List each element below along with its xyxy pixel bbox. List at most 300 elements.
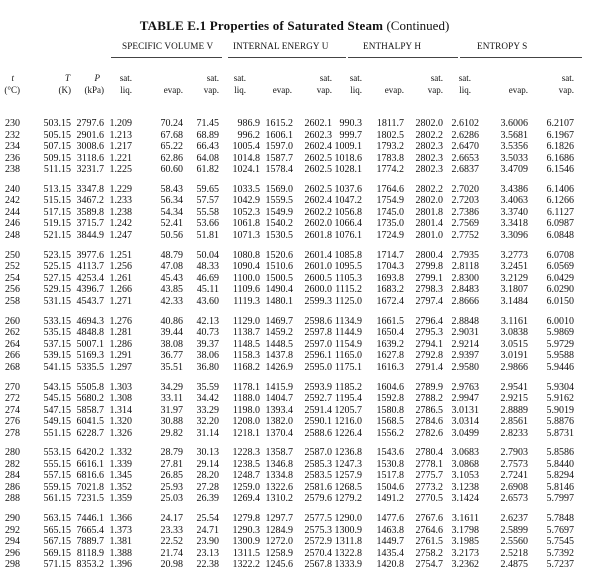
table-row xyxy=(0,493,589,505)
cell-P: 3231.7 xyxy=(76,164,104,175)
cell-s-sat-vap: 5.9588 xyxy=(546,350,574,362)
cell-v-evap: 48.79 xyxy=(160,249,183,261)
cell-P: 3008.6 xyxy=(76,141,104,152)
cell-s-sat-vap: 5.9446 xyxy=(546,361,574,373)
cell-u-sat-liq: 1109.6 xyxy=(232,284,260,296)
header-u-liq: liq. xyxy=(234,85,246,95)
cell-T: 541.15 xyxy=(43,361,71,373)
cell-h-sat-vap: 2770.5 xyxy=(415,493,443,505)
cell-P: 4253.4 xyxy=(76,272,104,284)
cell-u-evap: 1530.5 xyxy=(265,229,293,241)
cell-h-sat-liq: 1185.2 xyxy=(334,381,362,393)
cell-s-sat-vap: 5.8146 xyxy=(546,481,574,493)
table-row xyxy=(0,273,589,285)
cell-s-evap: 2.6573 xyxy=(500,493,528,505)
table-row xyxy=(0,513,589,525)
cell-v-evap: 21.74 xyxy=(160,547,183,559)
cell-s-sat-liq: 2.9397 xyxy=(451,350,479,362)
cell-v-sat-vap: 48.33 xyxy=(196,261,219,273)
cell-v-sat-vap: 66.43 xyxy=(196,141,219,152)
cell-s-sat-vap: 5.9729 xyxy=(546,338,574,350)
cell-v-sat-liq: 1.359 xyxy=(109,493,132,505)
cell-h-sat-vap: 2786.5 xyxy=(415,404,443,416)
cell-s-evap: 3.4063 xyxy=(500,195,528,207)
cell-u-evap: 1370.4 xyxy=(265,427,293,439)
cell-h-sat-vap: 2767.6 xyxy=(415,513,443,525)
table-row xyxy=(0,405,589,417)
cell-h-evap: 1449.7 xyxy=(376,536,404,548)
cell-v-evap: 34.29 xyxy=(160,381,183,393)
cell-u-sat-vap: 2598.6 xyxy=(304,315,332,327)
cell-v-sat-liq: 1.297 xyxy=(109,361,132,373)
cell-t: 272 xyxy=(5,393,20,405)
cell-s-sat-liq: 2.6653 xyxy=(451,152,479,164)
cell-T: 571.15 xyxy=(43,559,71,571)
cell-h-evap: 1543.6 xyxy=(376,447,404,459)
cell-s-sat-liq: 2.8300 xyxy=(451,272,479,284)
header-s-liq: liq. xyxy=(459,85,471,95)
cell-u-sat-liq: 1061.8 xyxy=(232,218,260,230)
table-row xyxy=(0,393,589,405)
cell-P: 4848.8 xyxy=(76,327,104,339)
cell-v-evap: 31.97 xyxy=(160,404,183,416)
cell-h-evap: 1802.5 xyxy=(376,129,404,141)
cell-h-evap: 1435.4 xyxy=(376,547,404,559)
cell-v-evap: 70.24 xyxy=(160,118,183,129)
cell-T: 563.15 xyxy=(43,513,71,525)
cell-t: 236 xyxy=(5,152,20,164)
cell-u-sat-liq: 1178.1 xyxy=(232,381,260,393)
cell-h-sat-vap: 2802.0 xyxy=(415,195,443,207)
cell-P: 4543.7 xyxy=(76,295,104,307)
cell-P: 3589.8 xyxy=(76,206,104,218)
cell-u-sat-liq: 1148.5 xyxy=(232,338,260,350)
cell-P: 6816.6 xyxy=(76,470,104,482)
cell-s-sat-liq: 2.9214 xyxy=(451,338,479,350)
cell-u-evap: 1448.5 xyxy=(265,338,293,350)
cell-h-evap: 1580.8 xyxy=(376,404,404,416)
cell-P: 3844.9 xyxy=(76,229,104,241)
cell-h-sat-liq: 1195.4 xyxy=(334,393,362,405)
cell-v-sat-liq: 1.308 xyxy=(109,393,132,405)
table-row xyxy=(0,261,589,273)
cell-t: 238 xyxy=(5,164,20,175)
cell-h-sat-liq: 1095.5 xyxy=(334,261,362,273)
cell-P: 4694.3 xyxy=(76,315,104,327)
cell-s-evap: 2.8889 xyxy=(500,404,528,416)
cell-P: 6616.1 xyxy=(76,458,104,470)
group-rule-enthalpy xyxy=(348,57,458,58)
cell-t: 244 xyxy=(5,206,20,218)
cell-T: 505.15 xyxy=(43,129,71,141)
cell-s-sat-liq: 2.8666 xyxy=(451,295,479,307)
cell-s-sat-vap: 6.0290 xyxy=(546,284,574,296)
cell-u-sat-liq: 1311.5 xyxy=(232,547,260,559)
table-row xyxy=(0,141,589,153)
table-row xyxy=(0,118,589,130)
cell-v-sat-liq: 1.373 xyxy=(109,524,132,536)
cell-u-evap: 1469.7 xyxy=(265,315,293,327)
cell-u-evap: 1245.6 xyxy=(265,559,293,571)
cell-s-sat-vap: 5.8876 xyxy=(546,416,574,428)
cell-h-sat-liq: 1290.0 xyxy=(334,513,362,525)
cell-h-evap: 1639.2 xyxy=(376,338,404,350)
cell-s-sat-vap: 6.0150 xyxy=(546,295,574,307)
table-row xyxy=(0,195,589,207)
cell-s-sat-vap: 5.9162 xyxy=(546,393,574,405)
cell-s-sat-liq: 3.1238 xyxy=(451,481,479,493)
cell-v-evap: 58.43 xyxy=(160,183,183,195)
cell-P: 3467.2 xyxy=(76,195,104,207)
cell-v-sat-liq: 1.266 xyxy=(109,284,132,296)
cell-s-evap: 3.6006 xyxy=(500,118,528,129)
cell-u-sat-liq: 1158.3 xyxy=(232,350,260,362)
cell-s-sat-liq: 2.7203 xyxy=(451,195,479,207)
cell-t: 258 xyxy=(5,295,20,307)
header-P: P xyxy=(94,73,100,83)
cell-h-sat-liq: 1247.3 xyxy=(334,458,362,470)
cell-u-sat-vap: 2602.2 xyxy=(304,206,332,218)
cell-v-sat-vap: 40.73 xyxy=(196,327,219,339)
cell-h-sat-vap: 2801.4 xyxy=(415,218,443,230)
cell-h-sat-liq: 990.3 xyxy=(339,118,362,129)
cell-v-evap: 43.85 xyxy=(160,284,183,296)
cell-v-sat-liq: 1.209 xyxy=(109,118,132,129)
cell-u-evap: 1490.4 xyxy=(265,284,293,296)
cell-h-evap: 1420.8 xyxy=(376,559,404,571)
cell-t: 248 xyxy=(5,229,20,241)
cell-h-sat-liq: 1056.8 xyxy=(334,206,362,218)
cell-t: 288 xyxy=(5,493,20,505)
cell-v-sat-liq: 1.366 xyxy=(109,513,132,525)
cell-s-evap: 3.3096 xyxy=(500,229,528,241)
cell-P: 6228.7 xyxy=(76,427,104,439)
cell-P: 7446.1 xyxy=(76,513,104,525)
cell-v-evap: 27.81 xyxy=(160,458,183,470)
header-s-vap: vap. xyxy=(558,85,574,95)
cell-P: 7231.5 xyxy=(76,493,104,505)
cell-v-sat-liq: 1.251 xyxy=(109,249,132,261)
cell-s-sat-liq: 3.1053 xyxy=(451,470,479,482)
cell-u-sat-vap: 2596.1 xyxy=(304,350,332,362)
group-rule-volume xyxy=(111,57,222,58)
table-row xyxy=(0,327,589,339)
cell-s-sat-liq: 2.6837 xyxy=(451,164,479,175)
cell-h-sat-vap: 2764.6 xyxy=(415,524,443,536)
cell-h-sat-liq: 1037.6 xyxy=(334,183,362,195)
cell-u-sat-vap: 2575.3 xyxy=(304,524,332,536)
cell-v-sat-liq: 1.238 xyxy=(109,206,132,218)
cell-v-sat-vap: 71.45 xyxy=(196,118,219,129)
cell-T: 569.15 xyxy=(43,547,71,559)
cell-s-evap: 2.8233 xyxy=(500,427,528,439)
cell-h-sat-vap: 2802.0 xyxy=(415,118,443,129)
cell-s-evap: 3.0515 xyxy=(500,338,528,350)
cell-v-evap: 30.88 xyxy=(160,416,183,428)
cell-s-evap: 2.5560 xyxy=(500,536,528,548)
cell-u-sat-liq: 1071.3 xyxy=(232,229,260,241)
table-row xyxy=(0,316,589,328)
cell-v-sat-liq: 1.303 xyxy=(109,381,132,393)
cell-v-sat-vap: 68.89 xyxy=(196,129,219,141)
cell-t: 266 xyxy=(5,350,20,362)
table-row xyxy=(0,296,589,308)
cell-u-evap: 1382.0 xyxy=(265,416,293,428)
cell-h-sat-vap: 2788.2 xyxy=(415,393,443,405)
cell-s-evap: 3.3418 xyxy=(500,218,528,230)
cell-v-evap: 50.56 xyxy=(160,229,183,241)
cell-u-sat-vap: 2602.4 xyxy=(304,195,332,207)
cell-T: 527.15 xyxy=(43,272,71,284)
cell-h-sat-vap: 2797.4 xyxy=(415,295,443,307)
cell-u-sat-liq: 1024.1 xyxy=(232,164,260,175)
cell-h-evap: 1714.7 xyxy=(376,249,404,261)
cell-t: 252 xyxy=(5,261,20,273)
cell-s-sat-vap: 5.8440 xyxy=(546,458,574,470)
cell-u-sat-liq: 1168.2 xyxy=(232,361,260,373)
cell-h-evap: 1530.8 xyxy=(376,458,404,470)
header-s-evap: evap. xyxy=(508,85,528,95)
cell-u-sat-vap: 2583.5 xyxy=(304,470,332,482)
table-row xyxy=(0,218,589,230)
cell-v-sat-liq: 1.326 xyxy=(109,427,132,439)
cell-h-sat-vap: 2795.3 xyxy=(415,327,443,339)
cell-v-evap: 54.34 xyxy=(160,206,183,218)
table-row xyxy=(0,428,589,440)
cell-u-sat-liq: 1100.0 xyxy=(232,272,260,284)
cell-h-sat-liq: 1028.1 xyxy=(334,164,362,175)
cell-T: 545.15 xyxy=(43,393,71,405)
cell-v-sat-vap: 57.57 xyxy=(196,195,219,207)
cell-s-evap: 3.5033 xyxy=(500,152,528,164)
cell-s-evap: 2.8561 xyxy=(500,416,528,428)
table-row xyxy=(0,416,589,428)
cell-h-sat-vap: 2775.7 xyxy=(415,470,443,482)
header-h-sat-liq: sat. xyxy=(349,73,362,83)
cell-T: 515.15 xyxy=(43,195,71,207)
cell-u-evap: 1322.6 xyxy=(265,481,293,493)
cell-u-sat-vap: 2600.0 xyxy=(304,284,332,296)
cell-u-sat-liq: 1208.0 xyxy=(232,416,260,428)
table-row xyxy=(0,130,589,142)
cell-u-sat-vap: 2602.5 xyxy=(304,183,332,195)
cell-v-evap: 45.43 xyxy=(160,272,183,284)
cell-u-evap: 1393.4 xyxy=(265,404,293,416)
cell-T: 565.15 xyxy=(43,524,71,536)
table-row xyxy=(0,382,589,394)
cell-u-evap: 1500.5 xyxy=(265,272,293,284)
cell-s-sat-vap: 6.1127 xyxy=(546,206,574,218)
header-u-sat-vap: sat. xyxy=(319,73,332,83)
header-h-sat-vap: sat. xyxy=(430,73,443,83)
cell-v-evap: 26.85 xyxy=(160,470,183,482)
cell-T: 557.15 xyxy=(43,470,71,482)
cell-h-sat-liq: 1205.7 xyxy=(334,404,362,416)
cell-v-sat-vap: 38.06 xyxy=(196,350,219,362)
cell-v-sat-liq: 1.320 xyxy=(109,416,132,428)
table-row xyxy=(0,559,589,571)
cell-s-evap: 3.5356 xyxy=(500,141,528,152)
cell-u-sat-liq: 1080.8 xyxy=(232,249,260,261)
cell-t: 246 xyxy=(5,218,20,230)
cell-t: 254 xyxy=(5,272,20,284)
cell-T: 551.15 xyxy=(43,427,71,439)
row-group-spacer xyxy=(0,505,589,513)
cell-s-sat-vap: 5.9019 xyxy=(546,404,574,416)
cell-s-sat-liq: 2.7020 xyxy=(451,183,479,195)
cell-u-sat-liq: 1119.3 xyxy=(233,295,260,307)
cell-u-sat-vap: 2595.0 xyxy=(304,361,332,373)
cell-s-evap: 2.5218 xyxy=(500,547,528,559)
cell-t: 280 xyxy=(5,447,20,459)
cell-h-evap: 1754.9 xyxy=(376,195,404,207)
cell-s-evap: 3.2773 xyxy=(500,249,528,261)
cell-T: 521.15 xyxy=(43,229,71,241)
table-row xyxy=(0,362,589,374)
cell-u-sat-liq: 1279.8 xyxy=(232,513,260,525)
cell-T: 533.15 xyxy=(43,315,71,327)
cell-v-evap: 67.68 xyxy=(160,129,183,141)
cell-h-evap: 1627.8 xyxy=(376,350,404,362)
table-row xyxy=(0,339,589,351)
cell-h-evap: 1672.4 xyxy=(376,295,404,307)
cell-v-evap: 23.33 xyxy=(160,524,183,536)
cell-v-sat-vap: 64.08 xyxy=(196,152,219,164)
cell-h-sat-vap: 2792.8 xyxy=(415,350,443,362)
cell-u-evap: 1569.0 xyxy=(265,183,293,195)
table-row xyxy=(0,482,589,494)
cell-u-evap: 1346.8 xyxy=(265,458,293,470)
cell-v-sat-liq: 1.276 xyxy=(109,315,132,327)
cell-h-evap: 1491.2 xyxy=(376,493,404,505)
row-group-spacer xyxy=(0,373,589,381)
cell-T: 555.15 xyxy=(43,458,71,470)
cell-u-sat-liq: 1129.0 xyxy=(232,315,260,327)
cell-h-evap: 1592.8 xyxy=(376,393,404,405)
table-row xyxy=(0,350,589,362)
cell-s-sat-vap: 6.1686 xyxy=(546,152,574,164)
cell-u-evap: 1404.7 xyxy=(265,393,293,405)
cell-v-sat-vap: 45.11 xyxy=(196,284,219,296)
cell-s-evap: 2.9866 xyxy=(500,361,528,373)
cell-v-evap: 33.11 xyxy=(160,393,183,405)
cell-h-sat-vap: 2796.4 xyxy=(415,315,443,327)
cell-v-sat-liq: 1.381 xyxy=(109,536,132,548)
cell-t: 270 xyxy=(5,381,20,393)
cell-v-sat-vap: 25.54 xyxy=(196,513,219,525)
cell-h-sat-vap: 2778.1 xyxy=(415,458,443,470)
group-rule-energy xyxy=(228,57,346,58)
cell-u-evap: 1297.7 xyxy=(265,513,293,525)
cell-s-sat-vap: 6.0848 xyxy=(546,229,574,241)
cell-T: 509.15 xyxy=(43,152,71,164)
cell-t: 230 xyxy=(5,118,20,129)
cell-s-sat-liq: 2.7569 xyxy=(451,218,479,230)
cell-h-sat-liq: 1018.6 xyxy=(334,152,362,164)
cell-t: 260 xyxy=(5,315,20,327)
header-h-liq: liq. xyxy=(350,85,362,95)
cell-s-sat-liq: 2.7752 xyxy=(451,229,479,241)
cell-t: 242 xyxy=(5,195,20,207)
cell-T: 529.15 xyxy=(43,284,71,296)
cell-v-sat-liq: 1.396 xyxy=(109,559,132,571)
cell-t: 264 xyxy=(5,338,20,350)
group-specific-volume: SPECIFIC VOLUME V xyxy=(122,41,214,51)
cell-u-evap: 1510.6 xyxy=(265,261,293,273)
cell-s-sat-vap: 6.0569 xyxy=(546,261,574,273)
cell-u-sat-liq: 1290.3 xyxy=(232,524,260,536)
cell-u-sat-vap: 2602.3 xyxy=(304,129,332,141)
cell-u-evap: 1272.0 xyxy=(265,536,293,548)
cell-h-sat-liq: 1115.2 xyxy=(335,284,362,296)
cell-s-evap: 2.9215 xyxy=(500,393,528,405)
cell-s-evap: 3.4386 xyxy=(500,183,528,195)
cell-h-sat-liq: 1125.0 xyxy=(334,295,362,307)
cell-h-evap: 1764.6 xyxy=(376,183,404,195)
cell-s-evap: 3.2451 xyxy=(500,261,528,273)
cell-h-sat-liq: 1144.9 xyxy=(334,327,362,339)
cell-u-sat-vap: 2601.4 xyxy=(304,249,332,261)
header-P-unit: (kPa) xyxy=(84,85,104,95)
cell-u-sat-liq: 1218.1 xyxy=(232,427,260,439)
cell-T: 525.15 xyxy=(43,261,71,273)
cell-s-sat-vap: 5.8731 xyxy=(546,427,574,439)
cell-T: 561.15 xyxy=(43,493,71,505)
cell-P: 3715.7 xyxy=(76,218,104,230)
cell-h-sat-liq: 1066.4 xyxy=(334,218,362,230)
cell-T: 553.15 xyxy=(43,447,71,459)
cell-u-evap: 1258.9 xyxy=(265,547,293,559)
cell-s-sat-liq: 2.6102 xyxy=(451,118,479,129)
cell-h-sat-vap: 2791.4 xyxy=(415,361,443,373)
table-title-main: TABLE E.1 Properties of Saturated Steam xyxy=(139,18,384,33)
column-group-headers xyxy=(0,41,589,55)
cell-h-evap: 1811.7 xyxy=(376,118,404,129)
cell-s-sat-liq: 2.9580 xyxy=(451,361,479,373)
cell-v-sat-liq: 1.332 xyxy=(109,447,132,459)
cell-s-sat-liq: 3.1611 xyxy=(451,513,479,525)
cell-v-sat-vap: 53.66 xyxy=(196,218,219,230)
cell-s-sat-liq: 2.9947 xyxy=(451,393,479,405)
cell-h-evap: 1504.6 xyxy=(376,481,404,493)
cell-P: 5169.3 xyxy=(76,350,104,362)
cell-v-sat-liq: 1.271 xyxy=(109,295,132,307)
cell-P: 4396.7 xyxy=(76,284,104,296)
row-group-spacer xyxy=(0,307,589,315)
row-group-spacer xyxy=(0,176,589,184)
cell-v-sat-liq: 1.291 xyxy=(109,350,132,362)
cell-h-sat-vap: 2798.3 xyxy=(415,284,443,296)
cell-s-evap: 2.6908 xyxy=(500,481,528,493)
cell-u-sat-vap: 2591.4 xyxy=(304,404,332,416)
table-row xyxy=(0,250,589,262)
cell-v-sat-vap: 31.14 xyxy=(196,427,219,439)
cell-u-evap: 1334.8 xyxy=(265,470,293,482)
cell-T: 513.15 xyxy=(43,183,71,195)
cell-u-sat-liq: 1322.2 xyxy=(232,559,260,571)
cell-u-sat-vap: 2601.0 xyxy=(304,261,332,273)
cell-u-sat-liq: 1005.4 xyxy=(232,141,260,152)
cell-h-sat-vap: 2801.0 xyxy=(415,229,443,241)
cell-v-sat-vap: 50.04 xyxy=(196,249,219,261)
cell-u-sat-vap: 2593.9 xyxy=(304,381,332,393)
cell-t: 240 xyxy=(5,183,20,195)
cell-u-evap: 1480.1 xyxy=(265,295,293,307)
cell-h-sat-liq: 1216.0 xyxy=(334,416,362,428)
cell-v-sat-vap: 43.60 xyxy=(196,295,219,307)
cell-u-sat-vap: 2581.6 xyxy=(304,481,332,493)
cell-u-evap: 1597.0 xyxy=(265,141,293,152)
